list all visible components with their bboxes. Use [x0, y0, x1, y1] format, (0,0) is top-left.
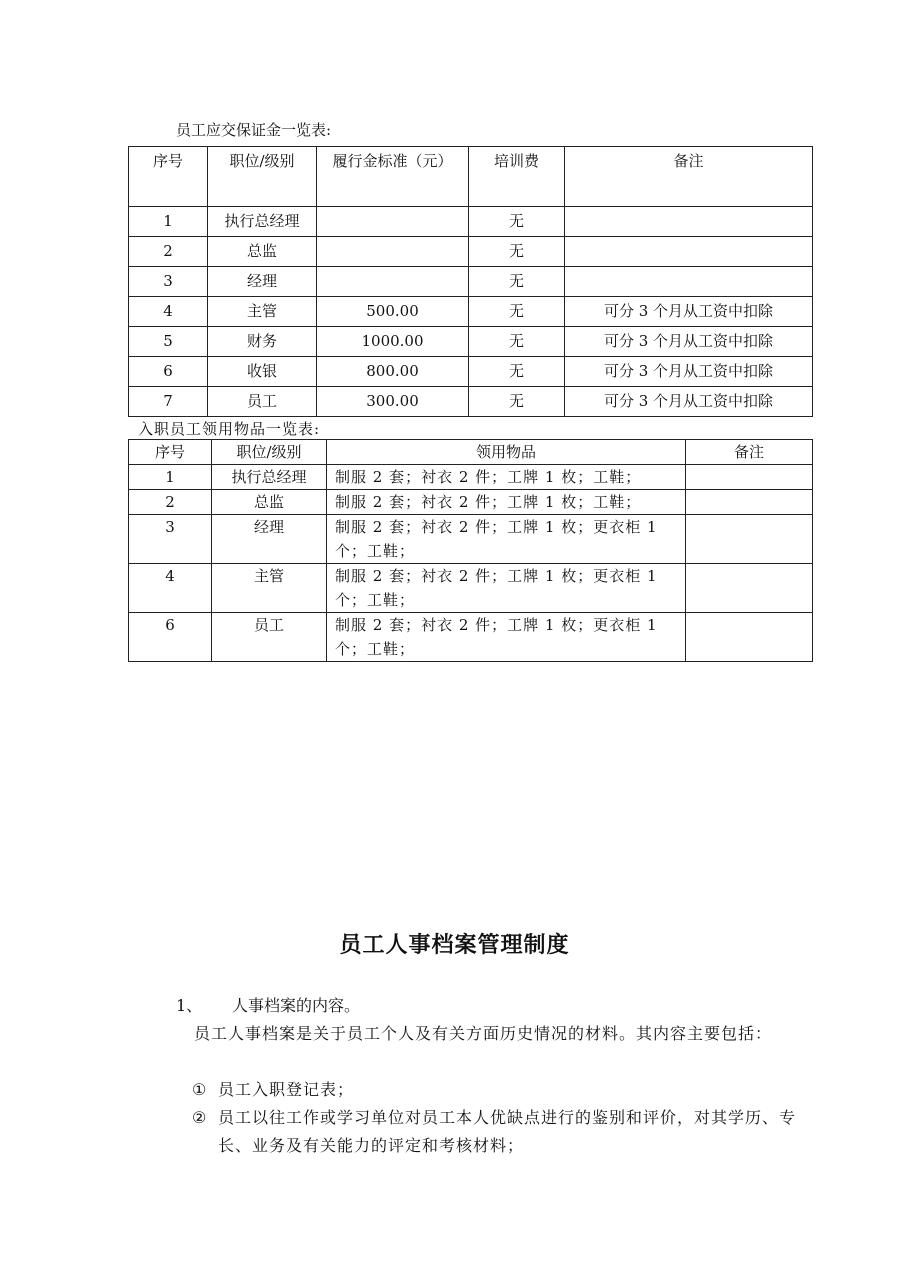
table-cell: 主管 — [208, 297, 317, 327]
list-marker: ① — [192, 1080, 208, 1099]
table-cell: 无 — [469, 357, 565, 387]
supplies-table — [128, 439, 813, 662]
item-number: 1、 — [176, 996, 203, 1015]
table-cell: 制服 2 套；衬衣 2 件；工牌 1 枚；更衣柜 1 个；工鞋； — [327, 515, 686, 564]
table-cell: 执行总经理 — [212, 465, 327, 490]
table-cell: 5 — [129, 327, 208, 357]
table-row — [129, 490, 813, 515]
table-cell: 制服 2 套；衬衣 2 件；工牌 1 枚；更衣柜 1 个；工鞋； — [327, 613, 686, 662]
deposit-table — [128, 146, 813, 417]
table-cell — [686, 515, 813, 564]
table-cell: 无 — [469, 207, 565, 237]
table-cell: 无 — [469, 267, 565, 297]
header-cell: 职位/级别 — [212, 440, 327, 465]
header-cell: 职位/级别 — [208, 147, 317, 207]
table-cell: 总监 — [212, 490, 327, 515]
table-cell: 制服 2 套；衬衣 2 件；工牌 1 枚；工鞋； — [327, 490, 686, 515]
table-row — [129, 237, 813, 267]
table-cell: 1 — [129, 207, 208, 237]
table-cell — [317, 207, 469, 237]
table-cell: 主管 — [212, 564, 327, 613]
table-cell: 制服 2 套；衬衣 2 件；工牌 1 枚；工鞋； — [327, 465, 686, 490]
table-cell: 6 — [129, 613, 212, 662]
table-cell: 4 — [129, 297, 208, 327]
table-cell: 2 — [129, 237, 208, 267]
table-cell: 制服 2 套；衬衣 2 件；工牌 1 枚；更衣柜 1 个；工鞋； — [327, 564, 686, 613]
table-cell: 无 — [469, 387, 565, 417]
table-cell — [317, 267, 469, 297]
table-cell: 经理 — [212, 515, 327, 564]
header-cell: 序号 — [129, 440, 212, 465]
header-cell: 培训费 — [469, 147, 565, 207]
table-cell: 员工 — [208, 387, 317, 417]
table-cell: 无 — [469, 237, 565, 267]
table-row — [129, 515, 813, 564]
list-item — [192, 1076, 782, 1104]
list-item — [192, 1104, 798, 1160]
table-cell: 收银 — [208, 357, 317, 387]
table-cell: 财务 — [208, 327, 317, 357]
table-row — [129, 613, 813, 662]
table-cell: 员工 — [212, 613, 327, 662]
table-cell: 无 — [469, 327, 565, 357]
table-cell: 3 — [129, 267, 208, 297]
table-cell — [686, 465, 813, 490]
table-row — [129, 327, 813, 357]
header-cell: 领用物品 — [327, 440, 686, 465]
table-cell: 300.00 — [317, 387, 469, 417]
table-cell — [565, 237, 813, 267]
table-cell: 4 — [129, 564, 212, 613]
table-cell — [565, 267, 813, 297]
table-cell — [317, 237, 469, 267]
table-cell: 可分 3 个月从工资中扣除 — [565, 357, 813, 387]
table-cell: 2 — [129, 490, 212, 515]
table-cell — [686, 613, 813, 662]
table-row — [129, 465, 813, 490]
supplies-table-caption: 入职员工领用物品一览表: — [138, 420, 321, 438]
table-cell: 可分 3 个月从工资中扣除 — [565, 297, 813, 327]
table-cell: 可分 3 个月从工资中扣除 — [565, 327, 813, 357]
table-row — [129, 267, 813, 297]
table-cell: 500.00 — [317, 297, 469, 327]
header-cell: 履行金标准（元） — [317, 147, 469, 207]
table-cell: 7 — [129, 387, 208, 417]
table-row — [129, 357, 813, 387]
table-cell: 1000.00 — [317, 327, 469, 357]
intro-paragraph: 员工人事档案是关于员工个人及有关方面历史情况的材料。其内容主要包括： — [194, 1024, 773, 1043]
table-cell — [565, 207, 813, 237]
table-row — [129, 297, 813, 327]
item-heading-text: 人事档案的内容。 — [232, 996, 361, 1015]
deposit-table-caption: 员工应交保证金一览表: — [176, 121, 332, 139]
table-header-row — [129, 440, 813, 465]
table-cell: 执行总经理 — [208, 207, 317, 237]
table-cell: 无 — [469, 297, 565, 327]
table-cell: 800.00 — [317, 357, 469, 387]
table-cell: 可分 3 个月从工资中扣除 — [565, 387, 813, 417]
item-heading — [176, 992, 360, 1020]
table-row — [129, 387, 813, 417]
list-marker: ② — [192, 1108, 208, 1127]
list-item-text: 员工入职登记表； — [218, 1080, 355, 1099]
table-cell: 总监 — [208, 237, 317, 267]
table-cell: 3 — [129, 515, 212, 564]
table-cell — [686, 564, 813, 613]
table-row — [129, 564, 813, 613]
table-cell: 经理 — [208, 267, 317, 297]
header-cell: 序号 — [129, 147, 208, 207]
table-cell: 6 — [129, 357, 208, 387]
header-cell: 备注 — [686, 440, 813, 465]
header-cell: 备注 — [565, 147, 813, 207]
list-item-text: 员工以往工作或学习单位对员工本人优缺点进行的鉴别和评价，对其学历、专长、业务及有关能力的评定和考核材料； — [218, 1108, 797, 1155]
table-cell — [686, 490, 813, 515]
table-cell: 1 — [129, 465, 212, 490]
section-title: 员工人事档案管理制度 — [339, 932, 570, 958]
table-row — [129, 207, 813, 237]
table-header-row — [129, 147, 813, 207]
